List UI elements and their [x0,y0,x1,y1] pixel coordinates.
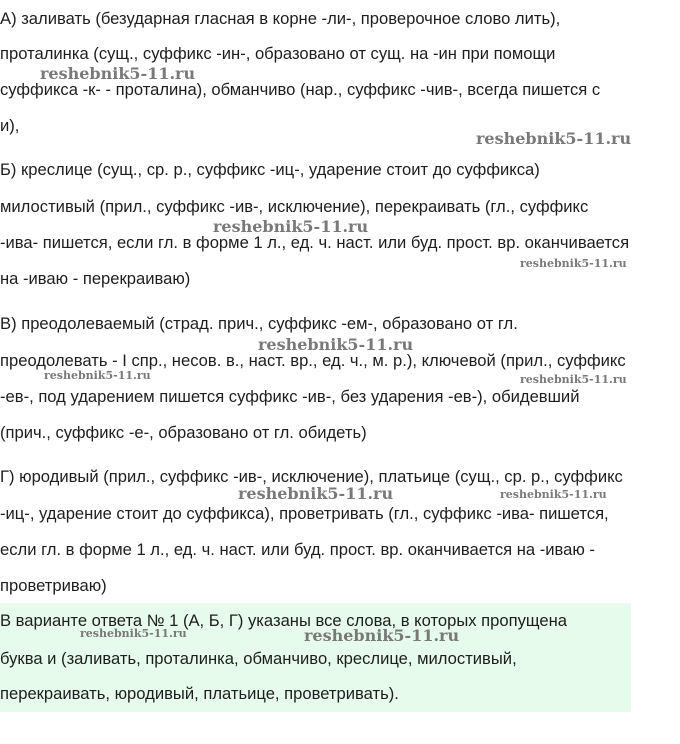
paragraph-b-line-2: милостивый (прил., суффикс -ив-, исключение), перекраивать (гл., суффикс [0,197,589,216]
paragraph-a-line-3: суффикса -к- - проталина), обманчиво (нар., суффикс -чив-, всегда пишется с [0,80,601,99]
watermark-text: reshebnik5-11.ru [304,626,460,645]
paragraph-v-line-3: -ев-, под ударением пишется суффикс -ив-, без ударения -ев-), обидевший [0,387,580,406]
paragraph-b-line-4: на -иваю - перекраиваю) [0,269,191,288]
answer-line-2: буква и (заливать, проталинка, обманчиво, креслице, милостивый, [0,649,517,668]
watermark-text: reshebnik5-11.ru [500,488,607,501]
paragraph-b-line-3: -ива- пишется, если гл. в форме 1 л., ед. ч. наст. или буд. прост. вр. оканчивается [0,233,630,252]
paragraph-v-line-1: В) преодолеваемый (страд. прич., суффикс -ем-, образовано от гл. [0,314,518,333]
watermark-text: reshebnik5-11.ru [476,129,632,148]
watermark-text: reshebnik5-11.ru [520,257,627,270]
paragraph-a-line-1: А) заливать (безударная гласная в корне -ли-, проверочное слово лить), [0,9,561,28]
paragraph-v-line-4: (прич., суффикс -е-, образовано от гл. обидеть) [0,423,367,442]
paragraph-g-line-4: проветриваю) [0,576,107,595]
paragraph-a-line-4: и), [0,116,20,135]
watermark-text: reshebnik5-11.ru [44,369,151,382]
answer-line-3: перекраивать, юродивый, платьице, проветривать). [0,684,399,703]
watermark-text: reshebnik5-11.ru [40,64,196,83]
watermark-text: reshebnik5-11.ru [213,217,369,236]
paragraph-a-line-2: проталинка (сущ., суффикс -ин-, образовано от сущ. на -ин при помощи [0,44,556,63]
watermark-text: reshebnik5-11.ru [520,373,627,386]
paragraph-v-line-2: преодолевать - I спр., несов. в., наст. вр., ед. ч., м. р.), ключевой (прил., суффикс [0,351,626,370]
paragraph-g-line-1: Г) юродивый (прил., суффикс -ив-, исключение), платьице (сущ., ср. р., суффикс [0,467,623,486]
answer-line-1: В варианте ответа № 1 (А, Б, Г) указаны все слова, в которых пропущена [0,611,567,630]
paragraph-g-line-2: -иц-, ударение стоит до суффикса), проветривать (гл., суффикс -ива- пишется, [0,504,609,523]
paragraph-b-line-1: Б) креслице (сущ., ср. р., суффикс -иц-, ударение стоит до суффикса) [0,160,540,179]
watermark-text: reshebnik5-11.ru [238,484,394,503]
watermark-text: reshebnik5-11.ru [258,335,414,354]
watermark-text: reshebnik5-11.ru [80,627,187,640]
paragraph-g-line-3: если гл. в форме 1 л., ед. ч. наст. или буд. прост. вр. оканчивается на -иваю - [0,540,595,559]
